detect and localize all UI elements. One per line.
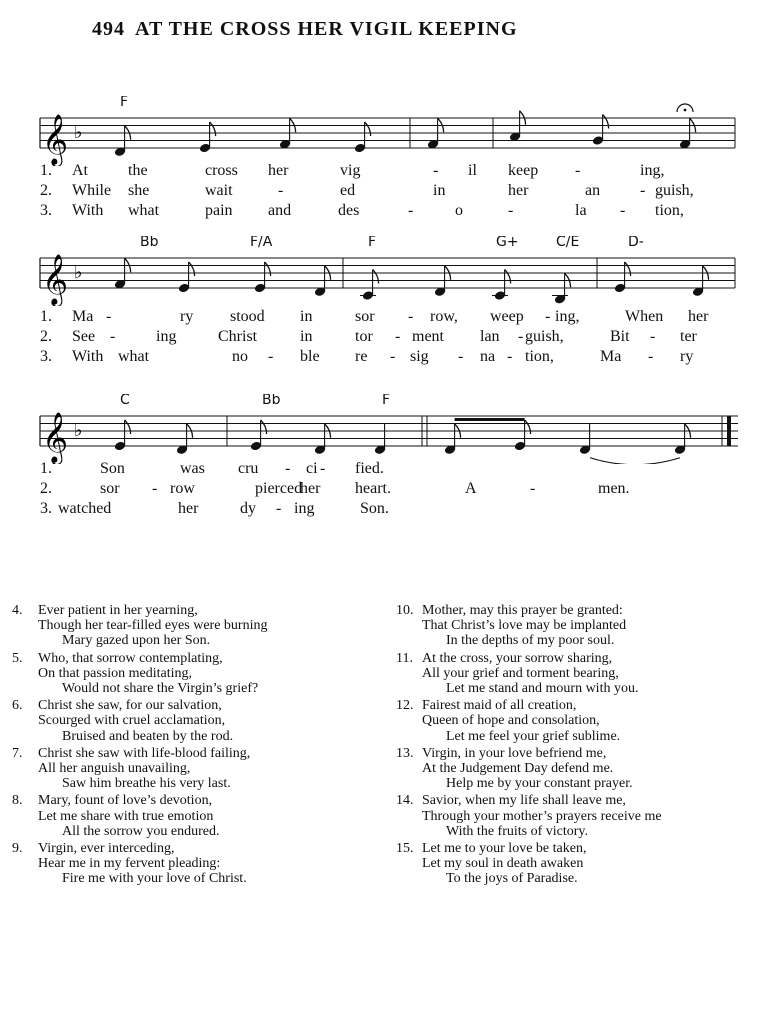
lyric-syllable: With xyxy=(72,348,104,365)
lyric-syllable: men. xyxy=(598,480,630,497)
verse-number: 2. xyxy=(40,182,52,199)
staff-system-2 xyxy=(0,236,768,306)
lyric-line-verse-3 xyxy=(0,348,768,366)
chord-symbol: G+ xyxy=(496,236,519,250)
verse-number: 15. xyxy=(396,841,414,857)
verse-number: 7. xyxy=(12,745,23,761)
verse-line-text: Who, that sorrow contemplating, xyxy=(38,650,223,666)
verse-line: Help me by your constant prayer. xyxy=(446,776,633,792)
lyric-syllable: ing, xyxy=(640,162,665,179)
lyric-syllable: - xyxy=(640,182,646,199)
lyric-syllable: re xyxy=(355,348,368,365)
lyric-syllable: Son. xyxy=(360,500,389,517)
verses-left-column xyxy=(12,603,268,889)
lyric-syllable: stood xyxy=(230,308,265,325)
verse-line: Let me stand and mourn with you. xyxy=(446,681,639,697)
verse-number: 11. xyxy=(396,650,413,666)
verse-line-text: Virgin, ever interceding, xyxy=(38,841,175,857)
lyric-syllable: ing xyxy=(156,328,177,345)
lyric-syllable: - xyxy=(575,162,581,179)
note-flag xyxy=(265,262,271,276)
lyric-syllable: - xyxy=(285,460,291,477)
verse-14 xyxy=(396,793,662,839)
lyric-syllable: - xyxy=(408,202,414,219)
chord-symbol: C/E xyxy=(556,236,580,250)
lyric-syllable: sor xyxy=(355,308,375,325)
lyric-syllable: was xyxy=(180,460,205,477)
verse-line: In the depths of my poor soul. xyxy=(446,633,615,649)
lyric-syllable: and xyxy=(268,202,292,219)
verse-line-text: At the cross, your sorrow sharing, xyxy=(422,650,613,666)
lyric-syllable: des xyxy=(338,202,360,219)
lyric-syllable: - xyxy=(268,348,274,365)
lyric-syllable: - xyxy=(276,500,282,517)
lyric-syllable: weep xyxy=(490,308,524,325)
verse-6 xyxy=(12,698,267,744)
verse-line: All the sorrow you endured. xyxy=(62,823,220,839)
verse-line: At the Judgement Day defend me. xyxy=(422,761,614,777)
note-flag xyxy=(189,262,195,276)
lyric-syllable: sig xyxy=(410,348,429,365)
lyric-syllable: ry xyxy=(180,308,194,325)
lyric-syllable: dy xyxy=(240,500,256,517)
verse-line xyxy=(12,698,267,713)
note-flag xyxy=(373,270,379,284)
verse-line-text: Mary, fount of love’s devotion, xyxy=(38,793,213,809)
verses-right-column xyxy=(396,603,662,889)
chord-symbol: Bb xyxy=(140,236,159,250)
lyric-syllable: - xyxy=(110,328,116,345)
lyric-syllable: il xyxy=(468,162,477,179)
lyric-syllable: what xyxy=(118,348,150,365)
lyric-syllable: - xyxy=(508,202,514,219)
lyric-syllable: keep xyxy=(508,162,539,179)
note-flag xyxy=(261,420,267,434)
lyric-syllable: in xyxy=(300,308,313,325)
verse-line xyxy=(396,651,662,666)
verse-number: 1. xyxy=(40,308,52,325)
verse-line: On that passion meditating, xyxy=(38,665,192,681)
verse-line: Fire me with your love of Christ. xyxy=(62,871,247,887)
lyric-syllable: tor xyxy=(355,328,373,345)
lyric-syllable: na xyxy=(480,348,496,365)
note-flag xyxy=(210,122,216,136)
verse-7 xyxy=(12,745,267,792)
verse-number: 3. xyxy=(40,348,52,365)
hymn-number: 494 xyxy=(92,18,125,40)
verse-4 xyxy=(12,603,268,649)
verse-number: 13. xyxy=(396,745,414,761)
hymn-title-text: AT THE CROSS HER VIGIL KEEPING xyxy=(135,18,518,40)
lyric-syllable: Ma xyxy=(72,308,94,325)
verse-line xyxy=(396,603,662,618)
lyric-syllable: wait xyxy=(205,182,233,199)
lyric-syllable: ble xyxy=(300,348,320,365)
lyric-line-verse-1 xyxy=(0,460,768,478)
lyric-syllable: When xyxy=(625,308,664,325)
lyric-syllable: she xyxy=(128,182,150,199)
lyric-syllable: - xyxy=(152,480,158,497)
lyric-syllable: - xyxy=(106,308,112,325)
lyric-syllable: - xyxy=(648,348,654,365)
lyric-line-verse-1 xyxy=(0,308,768,326)
verse-line: Let my soul in death awaken xyxy=(422,856,584,872)
lyric-syllable: heart. xyxy=(355,480,391,497)
verse-line: Let me feel your grief sublime. xyxy=(446,728,621,744)
verse-line xyxy=(12,651,267,666)
lyric-syllable: cross xyxy=(205,162,238,179)
lyric-syllable: - xyxy=(433,162,439,179)
verse-number: 4. xyxy=(12,603,23,618)
flat-key-signature-icon: ♭ xyxy=(74,122,83,143)
lyric-syllable: what xyxy=(128,202,160,219)
lyric-syllable: Christ xyxy=(218,328,258,345)
verse-line: With the fruits of victory. xyxy=(446,823,588,839)
verse-number: 10. xyxy=(396,603,414,618)
lyric-syllable: ing, xyxy=(555,308,580,325)
verse-line: Queen of hope and consolation, xyxy=(422,713,600,729)
lyric-syllable: the xyxy=(128,162,148,179)
lyric-syllable: See xyxy=(72,328,96,345)
verse-line xyxy=(12,841,267,856)
verse-line xyxy=(12,793,267,808)
lyric-syllable: - xyxy=(620,202,626,219)
note-beam xyxy=(455,418,525,421)
chord-symbol: F xyxy=(382,394,391,408)
lyric-syllable: her xyxy=(178,500,199,517)
lyric-line-verse-3 xyxy=(0,202,768,220)
lyric-syllable: ing xyxy=(294,500,315,517)
note-flag xyxy=(505,270,511,284)
treble-clef-icon: 𝄞 xyxy=(42,254,69,305)
verse-line: Would not share the Virgin’s grief? xyxy=(62,681,259,697)
chord-symbol: C xyxy=(120,394,130,408)
note-flag xyxy=(525,420,531,434)
verse-line xyxy=(396,746,662,761)
verse-line-text: Ever patient in her yearning, xyxy=(38,603,198,618)
verse-line-text: Virgin, in your love befriend me, xyxy=(422,745,607,761)
chord-symbol: F xyxy=(368,236,377,250)
chord-symbol: F/A xyxy=(250,236,273,250)
verse-line: Through your mother’s prayers receive me xyxy=(422,808,662,824)
lyric-syllable: her xyxy=(688,308,709,325)
lyric-syllable: pain xyxy=(205,202,233,219)
lyric-syllable: an xyxy=(585,182,601,199)
verse-line: To the joys of Paradise. xyxy=(446,871,578,887)
lyric-syllable: - xyxy=(530,480,536,497)
verse-line: All her anguish unavailing, xyxy=(38,761,191,777)
verse-10 xyxy=(396,603,662,649)
lyric-syllable: ed xyxy=(340,182,356,199)
chord-symbol: F xyxy=(120,96,129,110)
lyric-syllable: Son xyxy=(100,460,125,477)
lyric-syllable: watched xyxy=(58,500,112,517)
hymn-title xyxy=(92,18,518,41)
lyric-syllable: sor xyxy=(100,480,120,497)
verse-line xyxy=(12,746,267,761)
lyric-line-verse-2 xyxy=(0,182,768,200)
lyric-syllable: her xyxy=(300,480,321,497)
verse-line xyxy=(396,841,662,856)
note-flag xyxy=(603,115,609,129)
verse-line: Though her tear-filled eyes were burning xyxy=(38,618,268,634)
verse-line: Bruised and beaten by the rod. xyxy=(62,728,234,744)
lyric-line-verse-3 xyxy=(0,500,768,518)
lyric-syllable: Ma xyxy=(600,348,622,365)
verse-line-text: Savior, when my life shall leave me, xyxy=(422,793,626,809)
verse-number: 8. xyxy=(12,793,23,809)
verse-line xyxy=(396,698,662,713)
lyric-syllable: - xyxy=(650,328,656,345)
chord-symbol: Bb xyxy=(262,394,281,408)
verse-line: That Christ’s love may be implanted xyxy=(422,618,627,634)
verse-number: 1. xyxy=(40,460,52,477)
verse-line xyxy=(12,603,267,618)
verse-number: 9. xyxy=(12,841,23,857)
lyric-syllable: row, xyxy=(430,308,458,325)
lyric-syllable: o xyxy=(455,202,463,219)
lyric-syllable: At xyxy=(72,162,88,179)
verse-line xyxy=(396,793,662,808)
lyric-syllable: in xyxy=(300,328,313,345)
verse-8 xyxy=(12,793,267,839)
lyric-line-verse-2 xyxy=(0,480,768,498)
verse-number: 1. xyxy=(40,162,52,179)
note-flag xyxy=(125,420,131,434)
verse-13 xyxy=(396,745,662,792)
verse-number: 5. xyxy=(12,650,23,666)
lyric-syllable: in xyxy=(433,182,446,199)
lyric-syllable: guish, xyxy=(655,182,694,199)
verse-line: All your grief and torment bearing, xyxy=(422,665,619,681)
verse-line-text: Mother, may this prayer be granted: xyxy=(422,603,623,618)
lyric-line-verse-1 xyxy=(0,162,768,180)
verse-number: 3. xyxy=(40,202,52,219)
lyric-syllable: fied. xyxy=(355,460,384,477)
treble-clef-icon: 𝄞 xyxy=(42,412,69,463)
lyric-syllable: lan xyxy=(480,328,500,345)
verse-line: Scourged with cruel acclamation, xyxy=(38,713,226,729)
lyric-syllable: cru xyxy=(238,460,259,477)
lyric-syllable: row xyxy=(170,480,195,497)
lyric-syllable: ry xyxy=(680,348,694,365)
flat-key-signature-icon: ♭ xyxy=(74,262,83,283)
lyric-syllable: - xyxy=(507,348,513,365)
lyric-syllable: tion, xyxy=(525,348,554,365)
staff-system-3 xyxy=(0,394,768,464)
lyric-syllable: her xyxy=(508,182,529,199)
lyric-syllable: vig xyxy=(340,162,361,179)
verse-number: 2. xyxy=(40,480,52,497)
lyric-syllable: A xyxy=(465,480,477,497)
final-bar-line xyxy=(727,416,731,446)
verse-11 xyxy=(396,650,662,697)
lyric-syllable: - xyxy=(278,182,284,199)
verse-number: 3. xyxy=(40,500,52,517)
verse-line-text: Let me to your love be taken, xyxy=(422,841,587,857)
music-system-2 xyxy=(0,236,768,366)
verse-line: Saw him breathe his very last. xyxy=(62,776,231,792)
music-system-3 xyxy=(0,394,768,524)
lyric-syllable: tion, xyxy=(655,202,684,219)
verse-5 xyxy=(12,650,267,697)
verse-number: 6. xyxy=(12,698,23,714)
lyric-syllable: - xyxy=(545,308,551,325)
note-flag xyxy=(365,122,371,136)
verse-number: 12. xyxy=(396,698,414,714)
verse-15 xyxy=(396,841,662,887)
verse-number: 14. xyxy=(396,793,414,809)
lyric-syllable: - xyxy=(395,328,401,345)
verse-line: Let me share with true emotion xyxy=(38,808,214,824)
verse-line-text: Christ she saw with life-blood failing, xyxy=(38,745,251,761)
lyric-syllable: - xyxy=(320,460,326,477)
lyric-syllable: la xyxy=(575,202,587,219)
treble-clef-icon: 𝄞 xyxy=(42,114,69,165)
lyric-syllable: ment xyxy=(412,328,444,345)
lyric-syllable: With xyxy=(72,202,104,219)
lyric-syllable: her xyxy=(268,162,289,179)
lyric-syllable: no xyxy=(232,348,248,365)
music-system-1 xyxy=(0,96,768,226)
lyric-syllable: guish, xyxy=(525,328,564,345)
verse-number: 2. xyxy=(40,328,52,345)
verse-line-text: Fairest maid of all creation, xyxy=(422,698,577,714)
lyric-syllable: ci xyxy=(306,460,318,477)
lyric-syllable: - xyxy=(458,348,464,365)
verse-9 xyxy=(12,841,267,887)
verse-line-text: Christ she saw, for our salvation, xyxy=(38,698,222,714)
staff-system-1 xyxy=(0,96,768,166)
lyric-syllable: pierced xyxy=(255,480,303,497)
verse-line: Hear me in my fervent pleading: xyxy=(38,856,221,872)
lyric-syllable: - xyxy=(390,348,396,365)
note-flag xyxy=(625,262,631,276)
verse-12 xyxy=(396,698,662,744)
lyric-syllable: - xyxy=(408,308,414,325)
lyric-line-verse-2 xyxy=(0,328,768,346)
verse-line: Mary gazed upon her Son. xyxy=(62,633,211,649)
lyric-syllable: Bit xyxy=(610,328,630,345)
chord-symbol: D- xyxy=(628,236,644,250)
flat-key-signature-icon: ♭ xyxy=(74,420,83,441)
fermata-dot xyxy=(684,109,687,112)
lyric-syllable: - xyxy=(518,328,524,345)
lyric-syllable: ter xyxy=(680,328,697,345)
lyric-syllable: While xyxy=(72,182,112,199)
